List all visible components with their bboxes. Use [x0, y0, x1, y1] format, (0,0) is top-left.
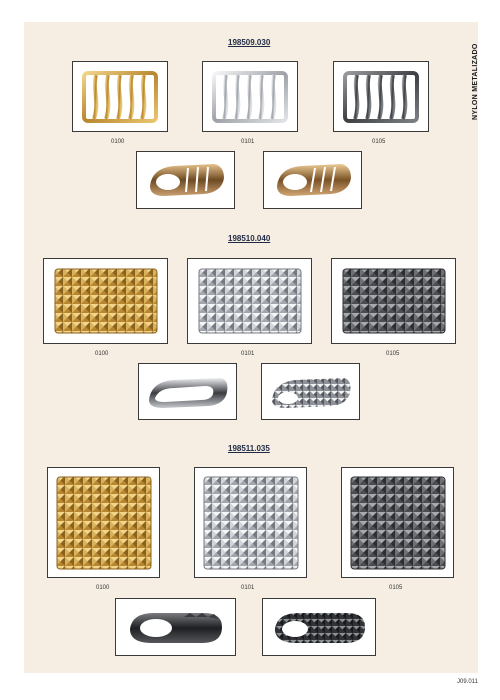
section-2-code: 198510.040 [228, 234, 271, 243]
wave-buckle-side-view-image [144, 158, 228, 202]
section-3-product-gold[interactable] [47, 467, 160, 578]
wave-buckle-silver-image [212, 71, 288, 123]
pyramid-buckle-gold-image [54, 268, 158, 334]
section-3-caption-gold: 0100 [96, 585, 110, 591]
section-1-code: 198509.030 [228, 38, 271, 47]
double-loop-buckle-side-view-image [269, 605, 369, 649]
section-1-product-gunmetal[interactable] [333, 61, 429, 132]
section-1-side-view-left[interactable] [136, 151, 235, 209]
pyramid-buckle-side-view-image [268, 370, 354, 414]
section-2-product-silver[interactable] [187, 258, 312, 344]
pyramid-square-buckle-silver-image [203, 476, 299, 570]
section-3-code: 198511.035 [228, 444, 270, 453]
pyramid-square-buckle-gold-image [56, 476, 152, 570]
section-1-product-gold[interactable] [72, 61, 168, 132]
section-3-caption-gunmetal: 0105 [389, 585, 403, 591]
wave-buckle-gold-image [82, 71, 158, 123]
section-2-side-view-right[interactable] [261, 363, 360, 420]
section-3-product-silver[interactable] [194, 467, 307, 578]
section-2-product-gunmetal[interactable] [331, 258, 456, 344]
pyramid-buckle-silver-image [198, 268, 302, 334]
pyramid-buckle-side-view-image [145, 370, 231, 414]
section-3-side-view-left[interactable] [115, 598, 236, 656]
wave-buckle-side-view-image [271, 158, 355, 202]
section-2-caption-silver: 0101 [241, 351, 255, 357]
page-number: J09.011 [457, 679, 478, 685]
wave-buckle-gunmetal-image [343, 71, 419, 123]
category-label: NYLON METALIZADO [472, 43, 479, 120]
section-2-caption-gunmetal: 0105 [386, 351, 400, 357]
pyramid-buckle-gunmetal-image [342, 268, 446, 334]
section-1-caption-gold: 0100 [111, 139, 125, 145]
section-2-caption-gold: 0100 [95, 351, 109, 357]
section-1-caption-gunmetal: 0105 [372, 139, 386, 145]
double-loop-buckle-side-view-image [124, 605, 228, 649]
section-1-product-silver[interactable] [202, 61, 298, 132]
pyramid-square-buckle-gunmetal-image [350, 476, 446, 570]
section-2-side-view-left[interactable] [138, 363, 237, 420]
section-3-product-gunmetal[interactable] [341, 467, 454, 578]
section-3-caption-silver: 0101 [241, 585, 255, 591]
section-3-side-view-right[interactable] [262, 598, 376, 656]
section-2-product-gold[interactable] [43, 258, 168, 344]
section-1-side-view-right[interactable] [263, 151, 362, 209]
section-1-caption-silver: 0101 [241, 139, 255, 145]
